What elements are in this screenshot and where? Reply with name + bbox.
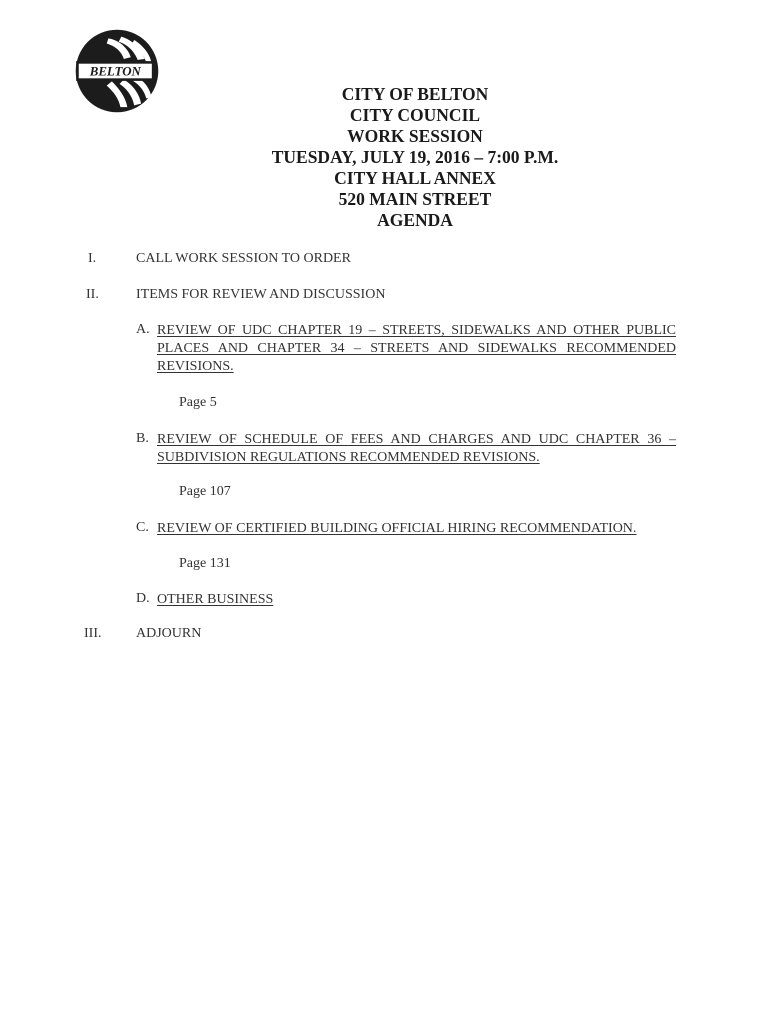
item-title: REVIEW OF CERTIFIED BUILDING OFFICIAL HIRING RECOMMENDATION.	[157, 521, 637, 536]
section-title: ITEMS FOR REVIEW AND DISCUSSION	[136, 287, 386, 302]
item-letter: B.	[136, 431, 149, 446]
logo-text: BELTON	[89, 64, 141, 79]
header-line: CITY COUNCIL	[349, 105, 481, 125]
item-letter: C.	[136, 520, 149, 535]
agenda-header	[0, 84, 770, 231]
header-line: 520 MAIN STREET	[338, 189, 492, 209]
item-title: REVIEW OF UDC CHAPTER 19 – STREETS, SIDEWALKS AND OTHER PUBLIC PLACES AND CHAPTER 34 – STREETS AND SIDEWALKS RECOMMENDED REVISIONS.	[157, 323, 676, 374]
section-numeral: II.	[86, 287, 99, 302]
section-numeral: III.	[84, 626, 102, 641]
section-numeral: I.	[88, 251, 97, 266]
item-page-ref: Page 131	[179, 556, 231, 571]
section-title: ADJOURN	[136, 626, 202, 641]
item-title: OTHER BUSINESS	[157, 592, 274, 607]
item-title: REVIEW OF SCHEDULE OF FEES AND CHARGES AND UDC CHAPTER 36 – SUBDIVISION REGULATIONS RECOMMENDED REVISIONS.	[157, 432, 676, 465]
item-d-text	[157, 591, 557, 609]
item-page-ref: Page 5	[179, 395, 217, 410]
section-title: CALL WORK SESSION TO ORDER	[136, 251, 351, 266]
header-line: AGENDA	[377, 210, 453, 230]
item-b-text	[157, 431, 676, 467]
header-line: WORK SESSION	[347, 126, 483, 146]
header-line: TUESDAY, JULY 19, 2016 – 7:00 P.M.	[271, 147, 559, 167]
item-page-ref: Page 107	[179, 484, 231, 499]
item-letter: A.	[136, 322, 150, 337]
header-line: CITY HALL ANNEX	[334, 168, 496, 188]
header-line: CITY OF BELTON	[341, 84, 489, 104]
item-a-text	[157, 322, 676, 376]
item-letter: D.	[136, 591, 150, 606]
item-c-text	[157, 520, 687, 538]
